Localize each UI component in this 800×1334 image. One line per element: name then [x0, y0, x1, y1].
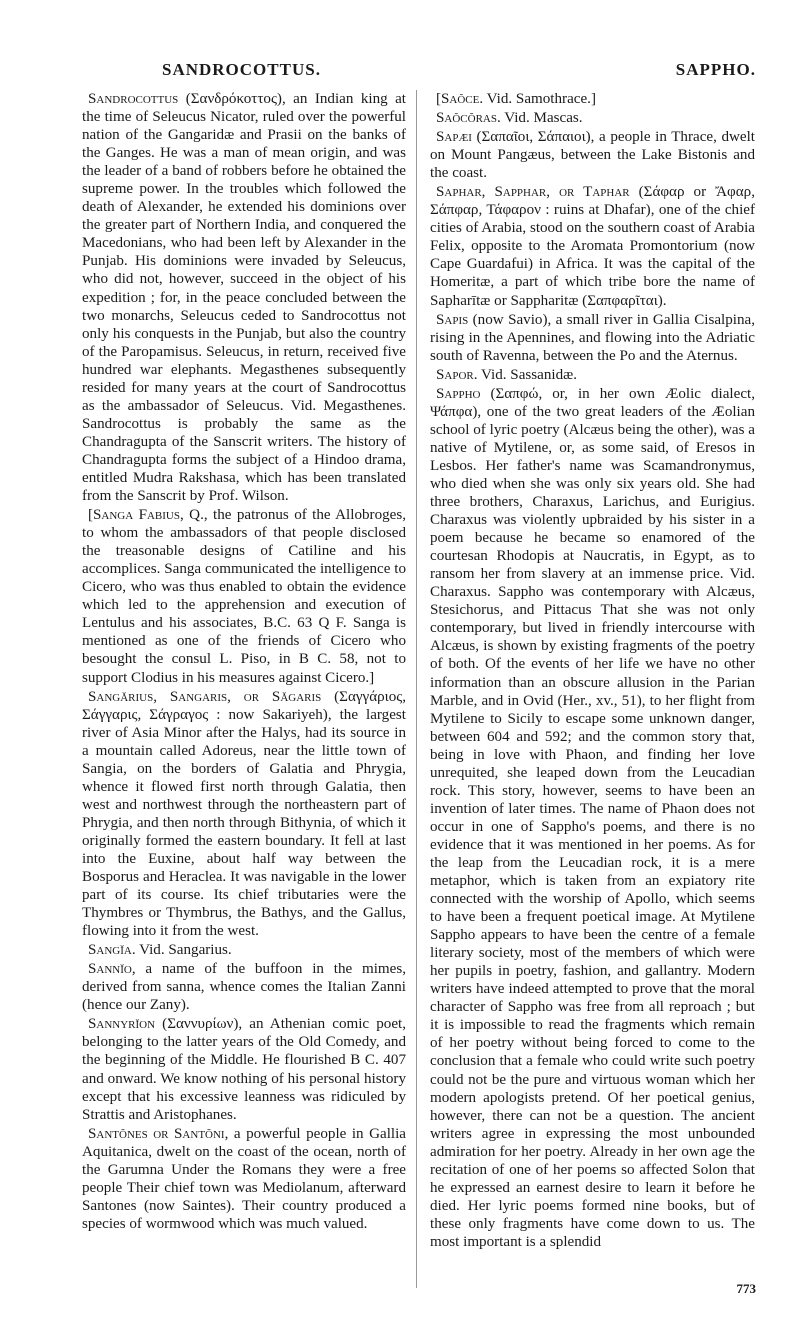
entry-text: (Σαγγάριος, Σάγγαρις, Σάγραγος : now Sakariyeh), the largest river of Asia Minor after the Halys, had its source in a mountain called Adoreus, near the little town of Sangia, on the borders of Galatia and Phrygia, whence it flowed first north through Galatia, then west and northwest through the northeastern part of Phrygia, and then north through Bithynia, of which it originally formed the eastern boundary. It fell at last into the Euxine, about half way between the Bosporus and Heraclea. It was navigable in the lower part of its course. Its chief tributaries were the Thymbres or Thymbrus, the Bathys, and the Gallus, flowing into it from the west. [82, 688, 406, 940]
entry-text: (now Savio), a small river in Gallia Cisalpina, rising in the Apennines, and flowing into the Adriatic south of Ravenna, between the Po and the Aternus. [430, 311, 755, 364]
entry-text: (Σαπαῖοι, Σάπαιοι), a people in Thrace, dwelt on Mount Pangæus, between the Lake Bistonis and the coast. [430, 129, 755, 182]
running-header-left: SANDROCOTTUS. [162, 60, 321, 79]
dictionary-entry [430, 311, 755, 365]
entry-headword: Sannyrĭon [88, 1016, 156, 1033]
left-column [82, 90, 406, 1234]
entry-text: (Σαννυρίων), an Athenian comic poet, belonging to the latter years of the Old Comedy, and the beginning of the Middle. He flourished B C. 407 and onward. We know nothing of his personal history except that his excessive leanness was ridiculed by Strattis and Aristophanes. [82, 1016, 406, 1123]
entry-headword: Santŏnes or Santŏni [88, 1125, 225, 1142]
entry-headword: Sapæi [436, 129, 472, 146]
dictionary-entry [82, 1125, 406, 1233]
dictionary-entry [430, 366, 755, 384]
entry-text: (Σαπφώ, or, in her own Æolic dialect, Ψάπφα), one of the two great leaders of the Æolian school of lyric poetry (Alcæus being the other), was a native of Mytilene, or, as some said, of Eresos in Lesbos. Her father's name was Scamandronymus, who died when she was only six years old. She had three brothers, Charaxus, Larichus, and Eurigius. Charaxus was violently upbraided by his sister in a poem because he became so enamored of the courtesan Rhodopis at Naucratis, in Egypt, as to ransom her from slavery at an immense price. Vid. Charaxus. Sappho was contemporary with Alcæus, Stesichorus, and Pittacus That she was not only contemporary, but lived in friendly intercourse with Alcæus, is shown by existing fragments of the poetry of both. Of the events of her life we have no other information than an obscure allusion in the Parian Marble, and in Ovid (Her., xv., 51), to her flight from Mytilene to Sicily to escape some unknown danger, between 604 and 592; and the common story that, being in love with Phaon, and finding her love unrequited, she leaped down from the Leucadian rock. This story, however, seems to have been an invention of later times. The name of Phaon does not occur in one of Sappho's poems, and there is no evidence that it was mentioned in her poems. As for the leap from the Leucadian rock, it is a mere metaphor, which is taken from an expiatory rite connected with the worship of Apollo, which seems to have been a frequent poetical image. At Mytilene Sappho appears to have been the centre of a female literary society, most of the members of which were her pupils in poetry, fashion, and gallantry. Modern writers have indeed attempted to prove that the moral character of Sappho was free from all reproach ; but it is impossible to read the fragments which remain of her poetry without being forced to come to the conclusion that a female who could write such poetry could not be the pure and virtuous woman which her modern apologists pretend. Of her poetical genius, however, there can not be a question. The ancient writers agree in expressing the most unbounded admiration for her poetry. Already in her own age the recitation of one of her poems so affected Solon that he expressed an earnest desire to learn it before he died. Her lyric poems formed nine books, but of these only fragments have come down to us. The most important is a splendid [430, 385, 755, 1250]
dictionary-entry [430, 385, 755, 1251]
dictionary-entry [430, 109, 755, 127]
entry-headword: Sandrocottus [88, 91, 179, 107]
entry-text: (Σανδρόκοττος), an Indian king at the time of Seleucus Nicator, ruled over the powerful nation of the Gangaridæ and Prasii on the banks of the Ganges. He was a man of mean origin, and was the leader of a band of robbers before he obtained the supreme power. In the troubles which followed the death of Alexander, he extended his dominions over the greater part of Northern India, and conquered the Macedonians, who had been left by Alexander in the Punjab. His dominions were invaded by Seleucus, who did not, however, succeed in the object of his expedition ; for, in the peace concluded between the two monarchs, Seleucus ceded to Sandrocottus not only his conquests in the Punjab, but also the country of the Paropamisus. Seleucus, in return, received five hundred war elephants. Megasthenes subsequently resided for many years at the court of Sandrocottus as the ambassador of Seleucus. Vid. Megasthenes. Sandrocottus is probably the same as the Chandragupta of the Sanscrit writers. The history of Chandragupta forms the subject of a Hindoo drama, entitled Mudra Rakshasa, which has been translated from the Sanscrit by Prof. Wilson. [82, 91, 406, 505]
entry-headword: Sangĭa [88, 942, 132, 959]
right-column [430, 90, 755, 1252]
entry-text: , a name of the buffoon in the mimes, derived from sanna, whence comes the Italian Zanni (hence our Zany). [82, 961, 406, 1014]
entry-headword: Saŏcŏras [436, 110, 497, 127]
entry-text: , Q., the patronus of the Allobroges, to whom the ambassadors of that people disclosed the treasonable designs of Catiline and his accomplices. Sanga communicated the intelligence to Cicero, who was thus enabled to obtain the evidence which led to the apprehension and execution of Lentulus and his associates, B.C. 63 Q F. Sanga is mentioned as one of the friends of Cicero who besought the consul L. Piso, in B C. 58, not to support Clodius in his measures against Cicero.] [82, 507, 407, 686]
entry-headword: [Sanga Fabius [88, 507, 180, 524]
entry-text: . Vid. Sangarius. [131, 942, 232, 959]
dictionary-entry [82, 1015, 406, 1123]
dictionary-entry [82, 688, 406, 941]
entry-text: . Vid. Mascas. [496, 110, 583, 127]
running-header-right: SAPPHO. [675, 60, 756, 79]
entry-headword: [Saŏce [436, 91, 480, 107]
entry-text: , a powerful people in Gallia Aquitanica, dwelt on the coast of the ocean, north of the Garumna Under the Romans they were a free people Their chief town was Mediolanum, afterward Santones (now Saintes). Their country produced a species of wormwood which was much valued. [82, 1125, 406, 1232]
entry-headword: Sapis [436, 311, 469, 328]
page-number: 773 [736, 1281, 756, 1296]
dictionary-entry [82, 941, 406, 959]
entry-text: . Vid. Sassanidæ. [473, 366, 577, 383]
dictionary-entry [430, 128, 755, 182]
dictionary-entry [430, 90, 755, 108]
entry-text: . Vid. Samothrace.] [479, 91, 596, 107]
dictionary-entry [430, 183, 755, 309]
entry-text: (Σάφαρ or Ἄφαρ, Σάπφαρ, Τάφαρον : ruins at Dhafar), one of the chief cities of Arabia, stood on the southern coast of Arabia Felix, opposite to the Aromata Promontorium (now Cape Guardafui) in Africa. It was the capital of the Homeritæ, a part of which tribe bore the name of Sapharītæ or Sappharitæ (Σαπφαρῖται). [430, 184, 755, 309]
dictionary-entry [82, 960, 406, 1014]
column-divider [416, 90, 417, 1288]
entry-headword: Sannĭo [88, 961, 132, 978]
entry-headword: Saphar, Sapphar, or Taphar [436, 184, 630, 201]
entry-headword: Sangărius, Sangaris, or Săgaris [88, 688, 322, 705]
dictionary-entry [82, 90, 406, 505]
dictionary-entry [82, 506, 406, 686]
entry-headword: Sappho [436, 385, 481, 402]
entry-headword: Sapor [436, 366, 474, 383]
